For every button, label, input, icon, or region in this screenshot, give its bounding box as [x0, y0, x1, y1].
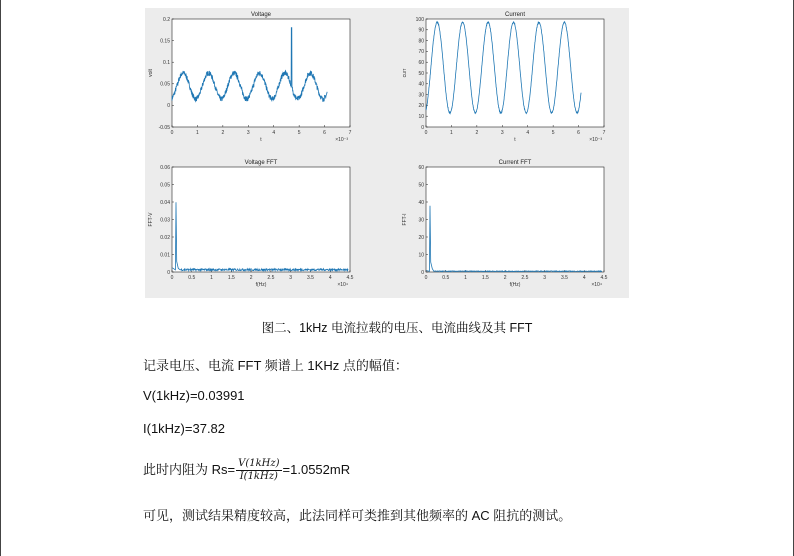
y-tick-label: 10: [418, 114, 424, 120]
x-tick-label: 6: [323, 130, 326, 136]
x-tick-label: 2: [503, 275, 507, 281]
resistance-prefix: 此时内阻为 Rs=: [143, 461, 236, 477]
y-tick-label: 0.2: [163, 16, 170, 23]
chart-title: Voltage: [250, 12, 272, 18]
y-tick-label: 100: [415, 16, 424, 23]
y-tick-label: -0.05: [158, 124, 170, 131]
x-tick-label: 3: [246, 130, 250, 136]
x-tick-label: 5: [551, 130, 555, 136]
y-tick-label: 0: [167, 103, 170, 110]
x-tick-label: 6: [577, 130, 580, 136]
x-axis-label: f(Hz): [509, 282, 521, 288]
x-tick-label: 4: [272, 130, 276, 136]
chart-title: Current: [504, 12, 526, 18]
x-tick-label: 1.5: [227, 275, 235, 281]
x-tick-label: 0.5: [442, 275, 450, 281]
subplot-3: [148, 160, 354, 288]
x-exponent-label: ×10⁴: [337, 282, 348, 288]
resistance-fraction: [236, 458, 281, 483]
y-tick-label: 0.05: [160, 81, 170, 88]
subplot-4: [402, 160, 608, 288]
x-tick-label: 7: [602, 130, 606, 136]
x-tick-label: 4: [526, 130, 530, 136]
x-tick-label: 3: [543, 275, 547, 281]
x-tick-label: 2.5: [267, 275, 275, 281]
subplot-1: [148, 12, 352, 143]
fraction-denominator: I(1kHz): [239, 471, 278, 482]
x-tick-label: 1: [450, 130, 453, 136]
x-tick-label: 3.5: [560, 275, 568, 281]
y-tick-label: 70: [418, 49, 424, 56]
x-tick-label: 1: [210, 275, 213, 281]
plot-area: [172, 167, 350, 272]
x-exponent-label: ×10⁴: [591, 282, 602, 288]
y-tick-label: 40: [418, 199, 424, 206]
x-tick-label: 5: [297, 130, 301, 136]
page-edge-left: [0, 0, 1, 556]
y-tick-label: 0.06: [160, 164, 170, 171]
x-axis-label: t: [260, 137, 262, 143]
y-tick-label: 0: [421, 124, 424, 131]
y-axis-label: FFT-V: [148, 212, 154, 227]
plot-area: [426, 167, 604, 272]
x-tick-label: 1: [464, 275, 467, 281]
x-tick-label: 2: [475, 130, 479, 136]
x-tick-label: 4.5: [600, 275, 608, 281]
plot-area: [426, 19, 604, 127]
y-axis-label: volt: [148, 69, 154, 77]
y-axis-label: curr: [402, 68, 408, 78]
x-tick-label: 1.5: [481, 275, 489, 281]
x-tick-label: 0: [170, 275, 174, 281]
figure-caption: 图二、1kHz 电流拉载的电压、电流曲线及其 FFT: [261, 321, 533, 335]
paragraph-resistance: [143, 458, 350, 483]
chart-title: Voltage FFT: [244, 160, 278, 166]
x-tick-label: 4.5: [346, 275, 354, 281]
x-tick-label: 3: [500, 130, 504, 136]
y-tick-label: 50: [418, 70, 424, 77]
x-tick-label: 4: [582, 275, 586, 281]
y-tick-label: 80: [418, 38, 424, 45]
x-tick-label: 1: [196, 130, 199, 136]
y-tick-label: 90: [418, 27, 424, 34]
x-exponent-label: ×10⁻³: [335, 137, 348, 143]
x-tick-label: 2: [221, 130, 225, 136]
x-tick-label: 4: [328, 275, 332, 281]
y-tick-label: 20: [418, 103, 424, 110]
y-tick-label: 40: [418, 81, 424, 88]
y-tick-label: 0: [167, 269, 170, 276]
y-tick-label: 30: [418, 217, 424, 224]
y-tick-label: 0.03: [160, 217, 170, 224]
resistance-result: =1.0552mR: [282, 461, 351, 477]
y-tick-label: 60: [418, 164, 424, 171]
x-axis-label: t: [514, 137, 516, 143]
paragraph-record: 记录电压、电流 FFT 频谱上 1KHz 点的幅值：: [143, 358, 408, 373]
x-tick-label: 0.5: [188, 275, 196, 281]
y-tick-label: 20: [418, 234, 424, 241]
plot-area: [172, 19, 350, 127]
paragraph-current-value: I(1kHz)=37.82: [143, 421, 226, 436]
y-tick-label: 0.15: [160, 38, 170, 45]
y-tick-label: 0.01: [160, 252, 170, 259]
y-tick-label: 0.05: [160, 182, 170, 189]
chart-title: Current FFT: [498, 160, 532, 166]
y-tick-label: 0.1: [163, 60, 170, 66]
y-tick-label: 0.04: [160, 199, 170, 206]
y-tick-label: 50: [418, 182, 424, 189]
x-tick-label: 7: [348, 130, 352, 136]
x-tick-label: 0: [424, 130, 428, 136]
x-tick-label: 3.5: [306, 275, 314, 281]
x-tick-label: 0: [424, 275, 428, 281]
x-tick-label: 0: [170, 130, 174, 136]
y-tick-label: 60: [418, 60, 424, 66]
y-tick-label: 0: [421, 269, 424, 276]
y-axis-label: FFT-I: [402, 213, 408, 226]
subplot-2: [402, 12, 606, 143]
x-tick-label: 3: [289, 275, 293, 281]
fraction-numerator: V(1kHz): [238, 458, 280, 469]
paragraph-conclusion: 可见，测试结果精度较高，此法同样可类推到其他频率的 AC 阻抗的测试。: [143, 508, 572, 523]
x-tick-label: 2.5: [521, 275, 529, 281]
y-tick-label: 10: [418, 252, 424, 259]
y-tick-label: 30: [418, 92, 424, 99]
matlab-figure: [145, 8, 629, 298]
x-axis-label: f(Hz): [255, 282, 267, 288]
x-exponent-label: ×10⁻³: [589, 137, 602, 143]
x-tick-label: 2: [249, 275, 253, 281]
paragraph-voltage-value: V(1kHz)=0.03991: [143, 388, 245, 403]
y-tick-label: 0.02: [160, 234, 170, 241]
